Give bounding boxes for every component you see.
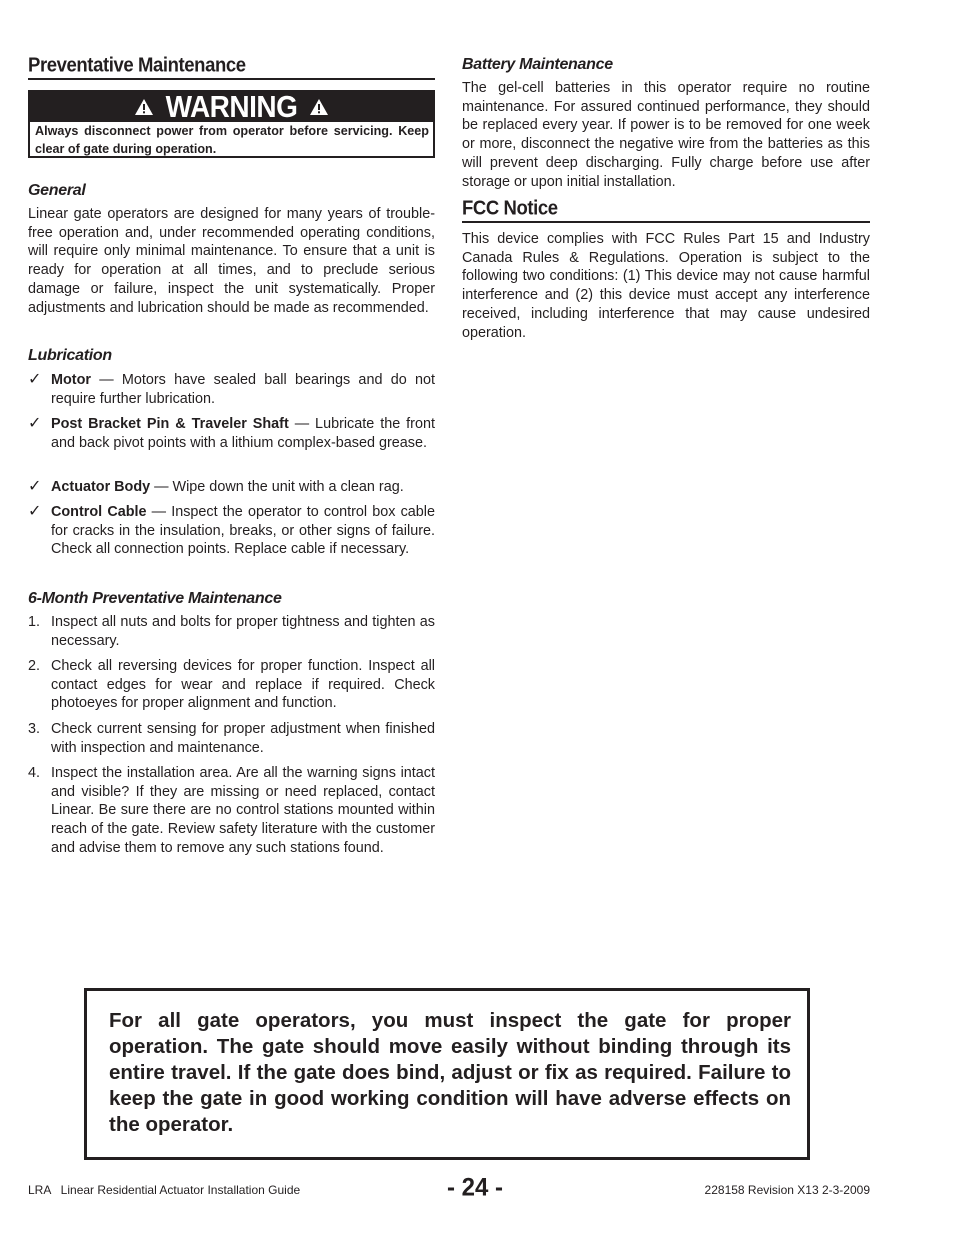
lubrication-term: Control Cable: [51, 504, 147, 520]
inspection-notice-text: For all gate operators, you must inspect the gate for proper operation. The gate should move easily without binding through its entire travel. If the gate does bind, adjust or fix as required. Failure to keep the gate in good working condition will have adverse effects on the operator.: [109, 1009, 791, 1136]
step-text: Check current sensing for proper adjustment when finished with inspection and maintenance.: [51, 721, 435, 756]
inspection-notice-box: [84, 988, 810, 1160]
step-text: Inspect the installation area. Are all the warning signs intact and visible? If they are missing or need replaced, contact Linear. Be sure there are no control stations mounted within reach of the gate. Review safety literature with the customer and advise them to remove any such stations found.: [51, 765, 435, 856]
lubrication-desc: — Lubricate the front and back pivot points with a lithium complex-based grease.: [51, 416, 435, 451]
maintenance-step: [28, 764, 435, 858]
step-text: Inspect all nuts and bolts for proper tightness and tighten as necessary.: [51, 614, 435, 649]
battery-text: The gel-cell batteries in this operator require no routine maintenance. For assured continued performance, they should be replaced every year. If power is to be removed for one week or more, disconnect the negative wire from the batteries as this will prevent deep discharging. Fully charge before use after storage or upon initial installation.: [462, 80, 870, 190]
fcc-text: This device complies with FCC Rules Part 15 and Industry Canada Rules & Regulations. Operation is subject to the following two conditions: (1) This device may not cause harmful interference and (2) this device must accept any interference received, including interference that may cause undesired operation.: [462, 231, 870, 341]
lubrication-desc: — Wipe down the unit with a clean rag.: [150, 479, 404, 495]
step-number: 2.: [28, 658, 41, 674]
lubrication-item: [28, 415, 435, 452]
lubrication-term: Post Bracket Pin & Traveler Shaft: [51, 416, 289, 432]
battery-heading: Battery Maintenance: [462, 56, 613, 73]
check-mark-icon: ✓: [28, 371, 42, 388]
footer-guide-title: LRA Linear Residential Actuator Installation Guide: [28, 1183, 301, 1197]
fcc-rule: [462, 221, 870, 223]
step-text: Check all reversing devices for proper function. Inspect all contact edges for wear and replace if required. Check photoeyes for proper alignment and function.: [51, 658, 435, 712]
maintenance-step: [28, 613, 435, 650]
section-title-fcc-notice: FCC Notice: [462, 196, 558, 219]
six-month-heading: 6-Month Preventative Maintenance: [28, 590, 282, 607]
step-number: 4.: [28, 765, 41, 781]
lubrication-heading: Lubrication: [28, 347, 112, 364]
lubrication-item: [28, 371, 435, 408]
page-number: - 24 -: [446, 1173, 503, 1202]
section-title-preventative-maintenance: Preventative Maintenance: [28, 53, 246, 76]
lubrication-item: [28, 478, 435, 497]
general-heading: General: [28, 182, 86, 199]
step-number: 3.: [28, 721, 41, 737]
lubrication-term: Motor: [51, 372, 91, 388]
lubrication-desc: — Motors have sealed ball bearings and do not require further lubrication.: [51, 372, 435, 407]
warning-word: WARNING: [165, 89, 298, 124]
warning-triangle-icon: [309, 98, 329, 116]
maintenance-step: [28, 720, 435, 757]
title-rule: [28, 78, 435, 80]
check-mark-icon: ✓: [28, 415, 42, 432]
maintenance-step: [28, 657, 435, 713]
lubrication-item: [28, 503, 435, 559]
check-mark-icon: ✓: [28, 503, 42, 520]
warning-header: [30, 89, 433, 124]
step-number: 1.: [28, 614, 41, 630]
lubrication-term: Actuator Body: [51, 479, 151, 495]
footer-revision: 228158 Revision X13 2-3-2009: [704, 1183, 870, 1197]
warning-box: [28, 90, 435, 158]
general-text: Linear gate operators are designed for many years of trouble-free operation and, under recommended operating conditions, will require only minimal maintenance. To ensure that a unit is ready for operation at all times, and to preclude serious damage or failure, inspect the unit systematically. Proper adjustments and lubrication should be made as recommended.: [28, 206, 435, 316]
check-mark-icon: ✓: [28, 478, 42, 495]
lubrication-desc: — Inspect the operator to control box cable for cracks in the insulation, breaks, or other signs of failure. Check all connection points. Replace cable if necessary.: [51, 504, 435, 558]
warning-text: Always disconnect power from operator before servicing. Keep clear of gate during operation.: [35, 124, 429, 157]
warning-triangle-icon: [134, 98, 154, 116]
